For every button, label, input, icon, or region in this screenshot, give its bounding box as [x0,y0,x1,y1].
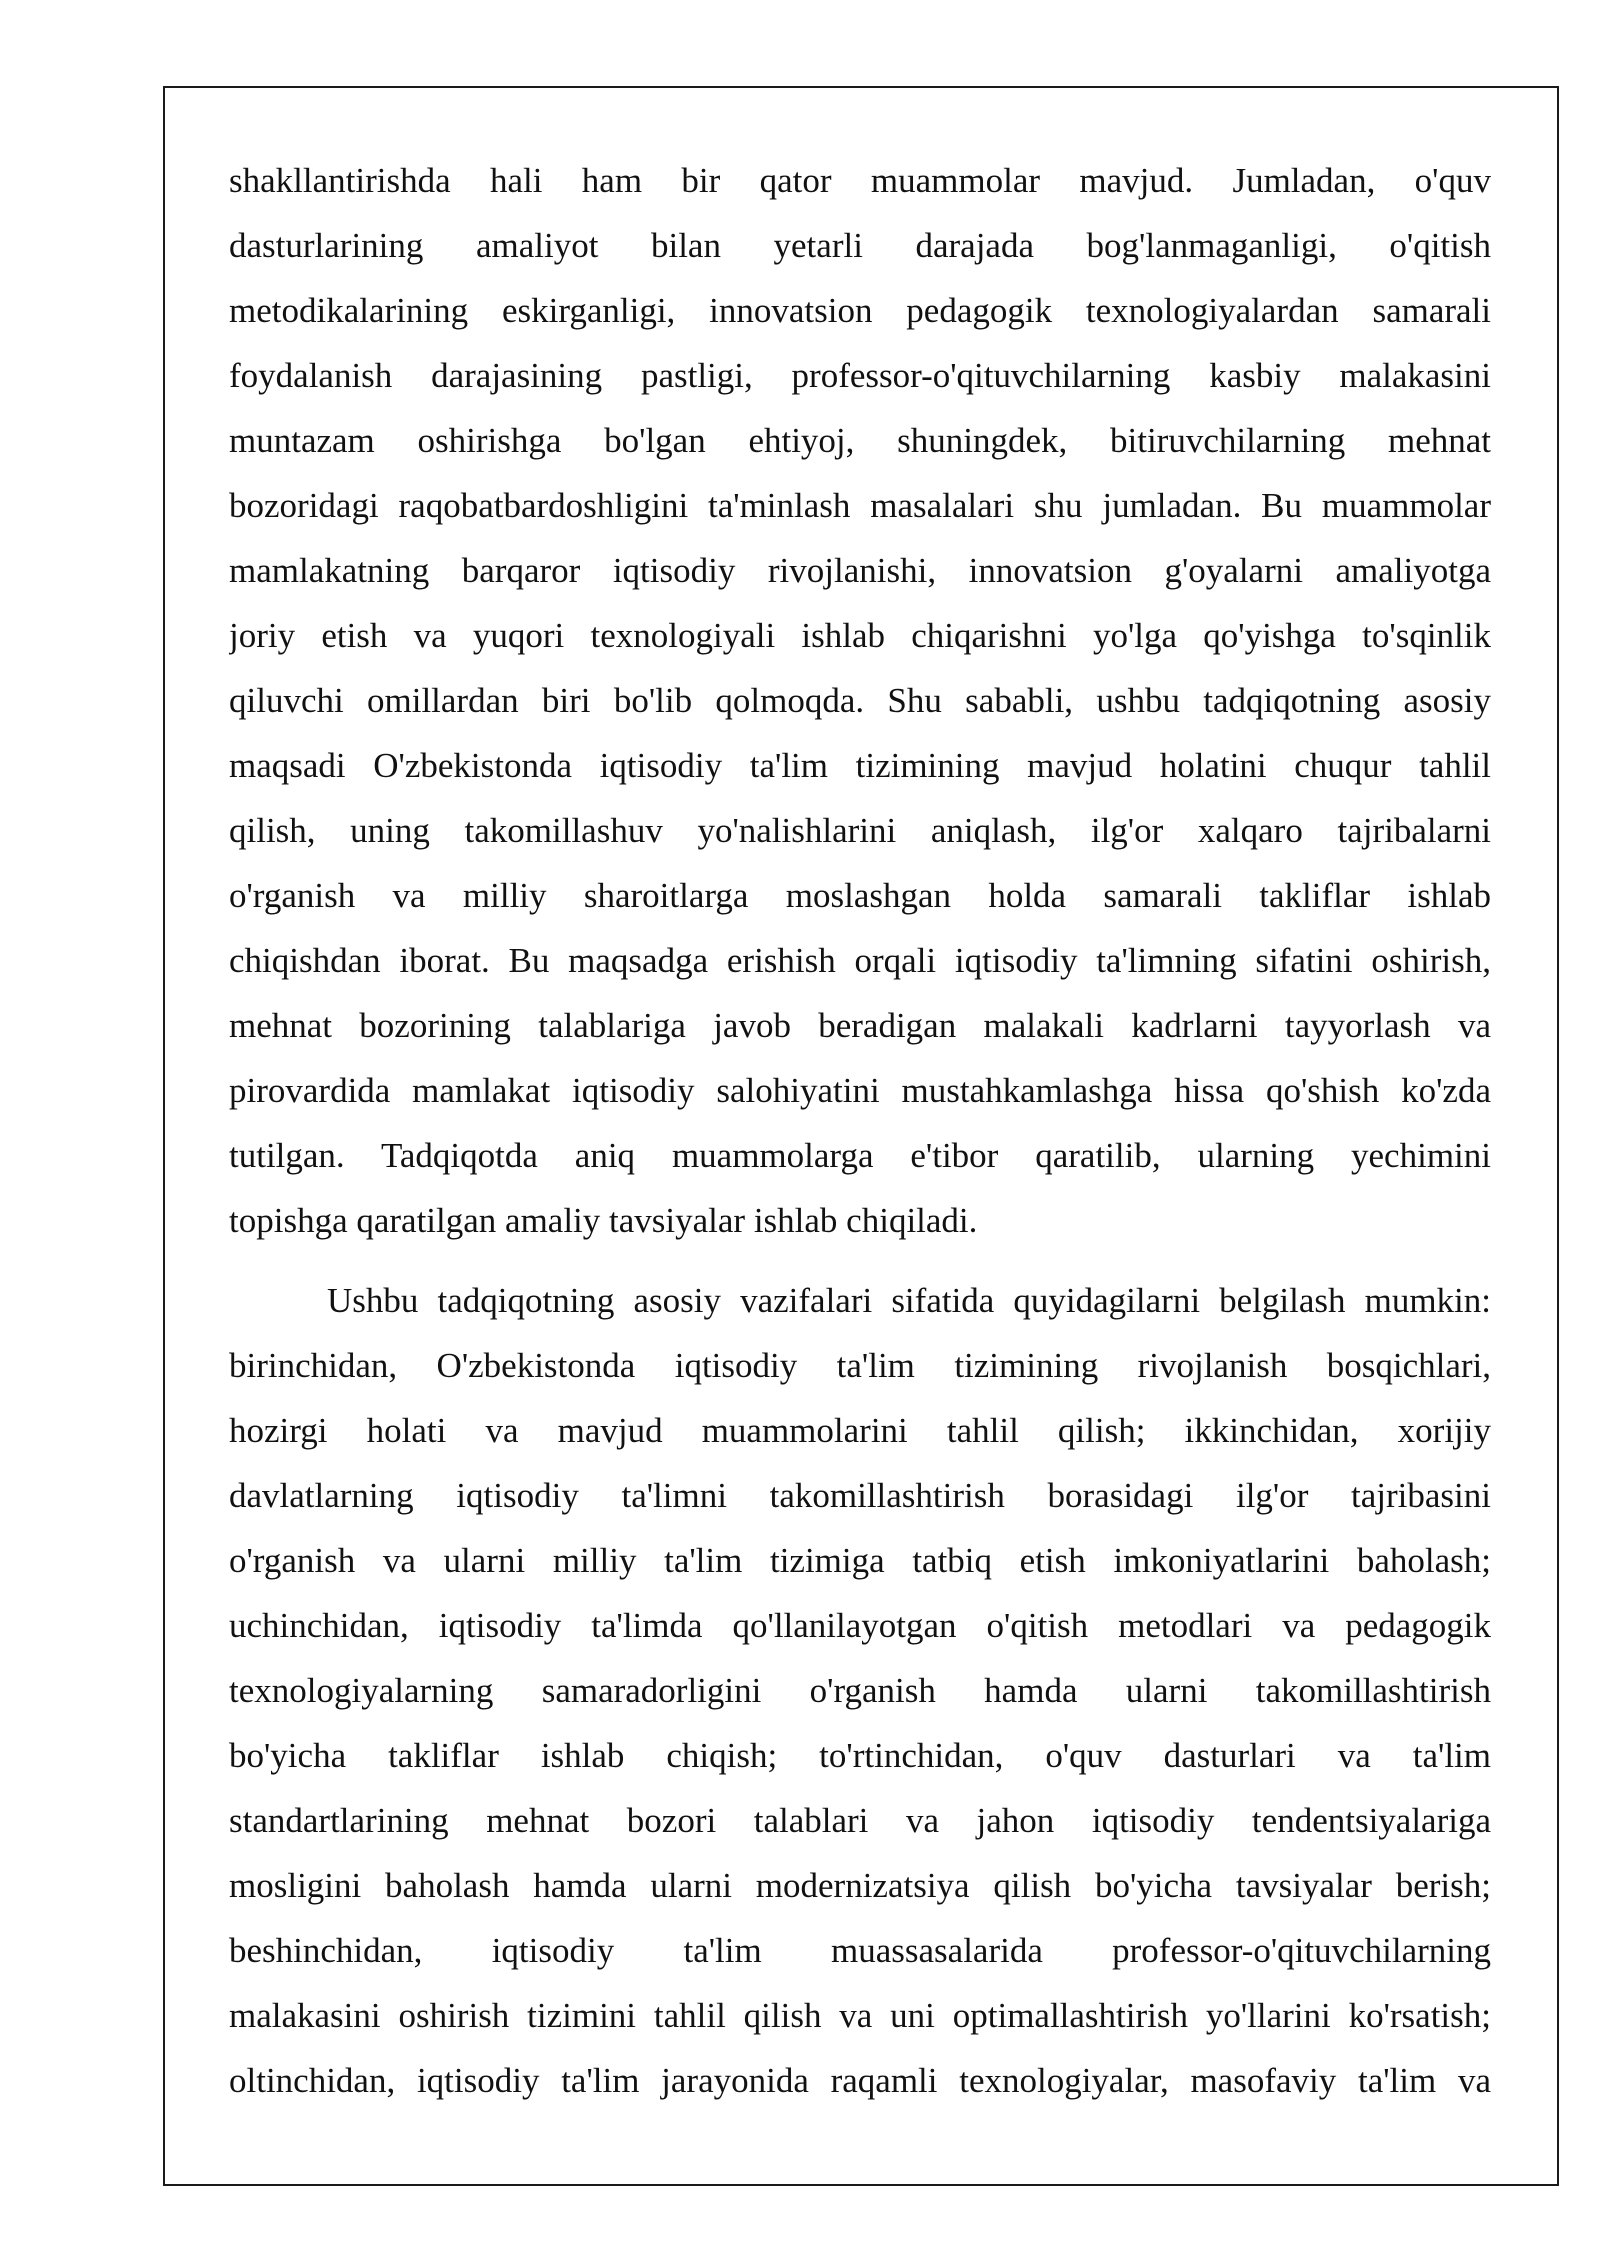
text-line: beshinchidan, iqtisodiy ta'lim muassasalarida professor-o'qituvchilarning [229,1931,1491,1970]
text-line: foydalanish darajasining pastligi, professor-o'qituvchilarning kasbiy malakasini [229,356,1491,395]
text-line: muntazam oshirishga bo'lgan ehtiyoj, shuningdek, bitiruvchilarning mehnat [229,421,1491,460]
text-line: mosligini baholash hamda ularni modernizatsiya qilish bo'yicha tavsiyalar berish; [229,1866,1491,1905]
text-line: shakllantirishda hali ham bir qator muammolar mavjud. Jumladan, o'quv [229,161,1491,200]
paragraph-2 [229,1268,1491,2113]
text-line: uchinchidan, iqtisodiy ta'limda qo'llanilayotgan o'qitish metodlari va pedagogik [229,1606,1491,1645]
text-line: bozoridagi raqobatbardoshligini ta'minlash masalalari shu jumladan. Bu muammolar [229,486,1491,525]
text-line: pirovardida mamlakat iqtisodiy salohiyatini mustahkamlashga hissa qo'shish ko'zda [229,1071,1491,1110]
text-line: texnologiyalarning samaradorligini o'rganish hamda ularni takomillashtirish [229,1671,1491,1710]
paragraph-1 [229,148,1491,1253]
text-line: qilish, uning takomillashuv yo'nalishlarini aniqlash, ilg'or xalqaro tajribalarni [229,811,1491,850]
text-line: joriy etish va yuqori texnologiyali ishlab chiqarishni yo'lga qo'yishga to'sqinlik [229,616,1491,655]
text-line: standartlarining mehnat bozori talablari va jahon iqtisodiy tendentsiyalariga [229,1801,1491,1840]
text-line: hozirgi holati va mavjud muammolarini tahlil qilish; ikkinchidan, xorijiy [229,1411,1491,1450]
document-body [229,148,1491,2113]
text-line: tutilgan. Tadqiqotda aniq muammolarga e'tibor qaratilib, ularning yechimini [229,1136,1491,1175]
text-line: malakasini oshirish tizimini tahlil qilish va uni optimallashtirish yo'llarini ko'rsatish; [229,1996,1491,2035]
text-line: mamlakatning barqaror iqtisodiy rivojlanishi, innovatsion g'oyalarni amaliyotga [229,551,1491,590]
text-line: birinchidan, O'zbekistonda iqtisodiy ta'lim tizimining rivojlanish bosqichlari, [229,1346,1491,1385]
text-line: maqsadi O'zbekistonda iqtisodiy ta'lim tizimining mavjud holatini chuqur tahlil [229,746,1491,785]
text-line: topishga qaratilgan amaliy tavsiyalar ishlab chiqiladi. [229,1201,978,1240]
paragraph-spacing [229,1253,1491,1268]
text-line: o'rganish va ularni milliy ta'lim tizimiga tatbiq etish imkoniyatlarini baholash; [229,1541,1491,1580]
text-line: mehnat bozorining talablariga javob beradigan malakali kadrlarni tayyorlash va [229,1006,1491,1045]
text-line: dasturlarining amaliyot bilan yetarli darajada bog'lanmaganligi, o'qitish [229,226,1491,265]
text-line: chiqishdan iborat. Bu maqsadga erishish orqali iqtisodiy ta'limning sifatini oshirish, [229,941,1491,980]
text-line: metodikalarining eskirganligi, innovatsion pedagogik texnologiyalardan samarali [229,291,1491,330]
text-line: davlatlarning iqtisodiy ta'limni takomillashtirish borasidagi ilg'or tajribasini [229,1476,1491,1515]
text-line: oltinchidan, iqtisodiy ta'lim jarayonida raqamli texnologiyalar, masofaviy ta'lim va [229,2061,1491,2100]
text-line: Ushbu tadqiqotning asosiy vazifalari sifatida quyidagilarni belgilash mumkin: [327,1281,1491,1320]
text-line: bo'yicha takliflar ishlab chiqish; to'rtinchidan, o'quv dasturlari va ta'lim [229,1736,1491,1775]
text-line: qiluvchi omillardan biri bo'lib qolmoqda. Shu sababli, ushbu tadqiqotning asosiy [229,681,1491,720]
text-line: o'rganish va milliy sharoitlarga moslashgan holda samarali takliflar ishlab [229,876,1491,915]
